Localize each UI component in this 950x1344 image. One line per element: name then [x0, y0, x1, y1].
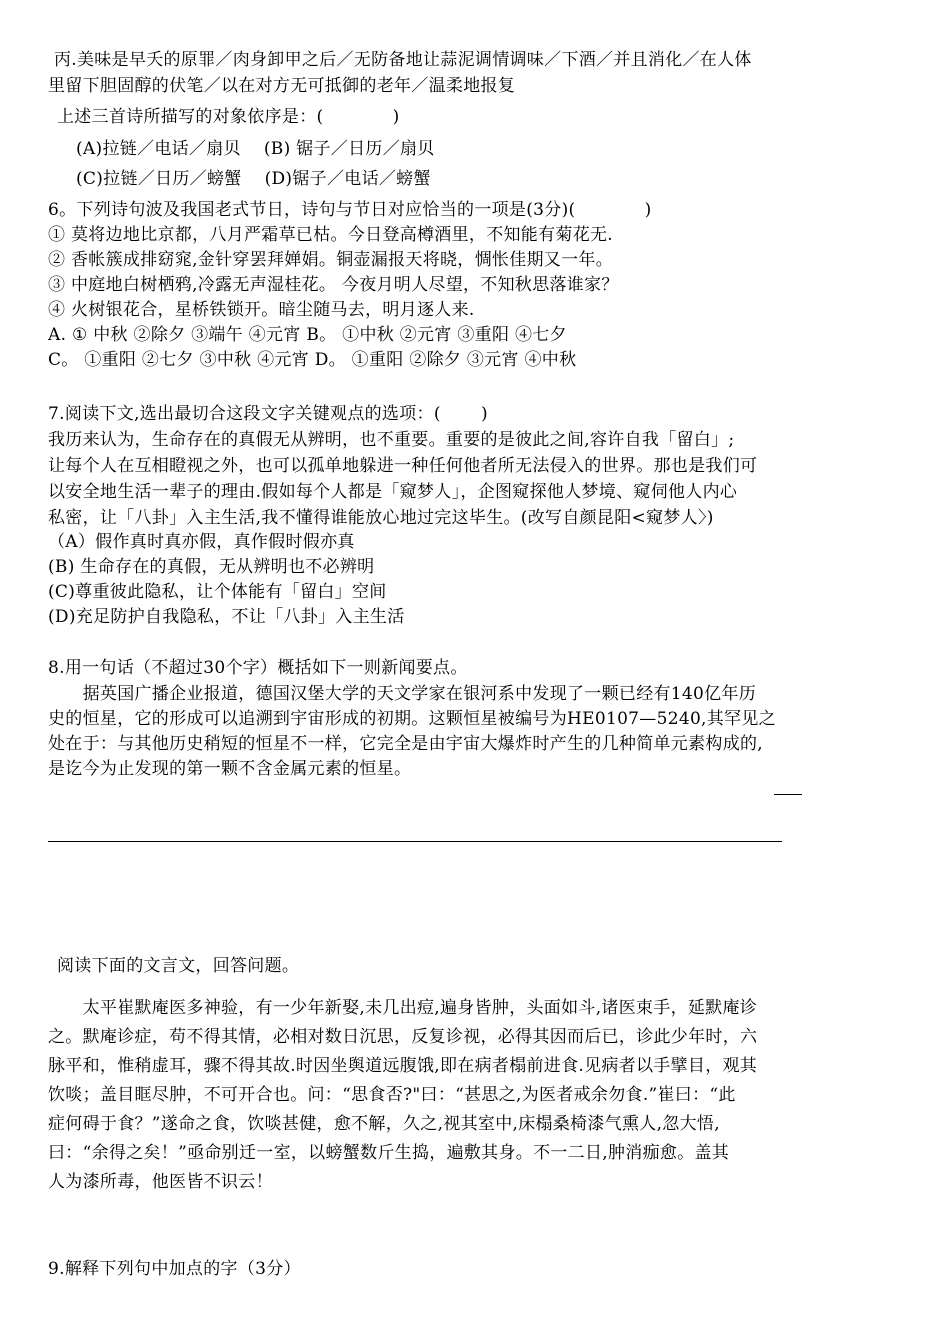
- q8-news-line3: 处在于：与其他历史稍短的恒星不一样，它完全是由宇宙大爆炸时产生的几种简单元素构成的,: [48, 734, 764, 754]
- q6-option-ab: A. ① 中秋 ②除夕 ③端午 ④元宵 B。 ①中秋 ②元宵 ③重阳 ④七夕: [48, 325, 567, 345]
- q7-passage-line2: 让每个人在互相瞪视之外，也可以孤单地躲进一种任何他者所无法侵入的世界。那也是我们可: [48, 456, 758, 476]
- answer-line-long: [48, 841, 782, 842]
- q5-poem3-line2: 里留下胆固醇的伏笔／以在对方无可抵御的老年／温柔地报复: [48, 76, 516, 96]
- classical-line7: 人为漆所毒，他医皆不识云！: [48, 1172, 273, 1192]
- q8-stem: 8.用一句话（不超过30个字）概括如下一则新闻要点。: [48, 658, 468, 678]
- classical-intro: 阅读下面的文言文，回答问题。: [57, 956, 300, 976]
- q5-option-cd: (C)拉链／日历／螃蟹 (D)锯子／电话／螃蟹: [76, 169, 431, 189]
- q7-option-a: （A）假作真时真亦假，真作假时假亦真: [48, 532, 355, 552]
- q6-option-cd: C。 ①重阳 ②七夕 ③中秋 ④元宵 D。 ①重阳 ②除夕 ③元宵 ④中秋: [48, 350, 577, 370]
- q6-item-2: ② 香帐簇成排窈窕,金针穿罢拜婵娟。铜壶漏报天将晓，惆怅佳期又一年。: [48, 250, 614, 270]
- q7-passage-line1: 我历来认为，生命存在的真假无从辨明，也不重要。重要的是彼此之间,容许自我「留白」;: [48, 430, 735, 450]
- q7-option-c: (C)尊重彼此隐私，让个体能有「留白」空间: [48, 582, 387, 602]
- q7-passage-line4: 私密，让「八卦」入主生活,我不懂得谁能放心地过完这毕生。(改写自颜昆阳<窥梦人〉): [48, 508, 714, 528]
- classical-line5: 症何碍于食？”遂命之食，饮啖甚健，愈不解，久之,视其室中,床榻桑椅漆气熏人,忽大悟,: [48, 1114, 720, 1134]
- classical-line3: 脉平和，惟稍虚耳，骤不得其故.时因坐舆道远腹饿,即在病者榻前进食.见病者以手擘目，观其: [48, 1056, 758, 1076]
- q5-stem: 上述三首诗所描写的对象依序是：( ): [57, 107, 400, 127]
- q5-option-ab: (A)拉链／电话／扇贝 (B) 锯子／日历／扇贝: [76, 139, 435, 159]
- q5-poem3-line1: 丙.美味是早夭的原罪／肉身卸甲之后／无防备地让蒜泥调情调味／下酒／并且消化／在人体: [54, 50, 752, 70]
- classical-line1: 太平崔默庵医多神验，有一少年新娶,未几出痘,遍身皆肿，头面如斗,诸医束手，延默庵诊: [48, 998, 758, 1018]
- q6-stem: 6。下列诗句波及我国老式节日，诗句与节日对应恰当的一项是(3分)( ): [48, 200, 652, 220]
- classical-line2: 之。默庵诊症，苟不得其情，必相对数日沉思，反复诊视，必得其因而后已，诊此少年时，六: [48, 1027, 758, 1047]
- q8-news-line4: 是讫今为止发现的第一颗不含金属元素的恒星。: [48, 759, 412, 779]
- q7-stem: 7.阅读下文,选出最切合这段文字关键观点的选项：( ): [48, 404, 488, 424]
- answer-line-short: [774, 794, 802, 795]
- q8-news-line1: 据英国广播企业报道，德国汉堡大学的天文学家在银河系中发现了一颗已经有140亿年历: [48, 684, 757, 704]
- q8-news-line2: 史的恒星，它的形成可以追溯到宇宙形成的初期。这颗恒星被编号为HE0107—5240,其罕见之: [48, 709, 776, 729]
- q6-item-4: ④ 火树银花合，星桥铁锁开。暗尘随马去，明月逐人来.: [48, 300, 475, 320]
- classical-line6: 曰：“余得之矣！”亟命别迁一室，以螃蟹数斤生捣，遍敷其身。不一二日,肿消痂愈。盖其: [48, 1143, 730, 1163]
- q9-stem: 9.解释下列句中加点的字（3分）: [48, 1259, 301, 1279]
- q7-option-d: (D)充足防护自我隐私，不让「八卦」入主生活: [48, 607, 405, 627]
- q6-item-3: ③ 中庭地白树栖鸦,冷露无声湿桂花。 今夜月明人尽望，不知秋思落谁家？: [48, 275, 619, 295]
- q7-option-b: (B) 生命存在的真假，无从辨明也不必辨明: [48, 557, 375, 577]
- q6-item-1: ① 莫将边地比京都，八月严霜草已枯。今日登高樽酒里，不知能有菊花无.: [48, 225, 614, 245]
- classical-line4: 饮啖；盖目眶尽肿，不可开合也。问：“思食否?"曰：“甚思之,为医者戒余勿食.”崔曰：“此: [48, 1085, 736, 1105]
- q7-passage-line3: 以安全地生活一辈子的理由.假如每个人都是「窥梦人」，企图窥探他人梦境、窥伺他人内心: [48, 482, 738, 502]
